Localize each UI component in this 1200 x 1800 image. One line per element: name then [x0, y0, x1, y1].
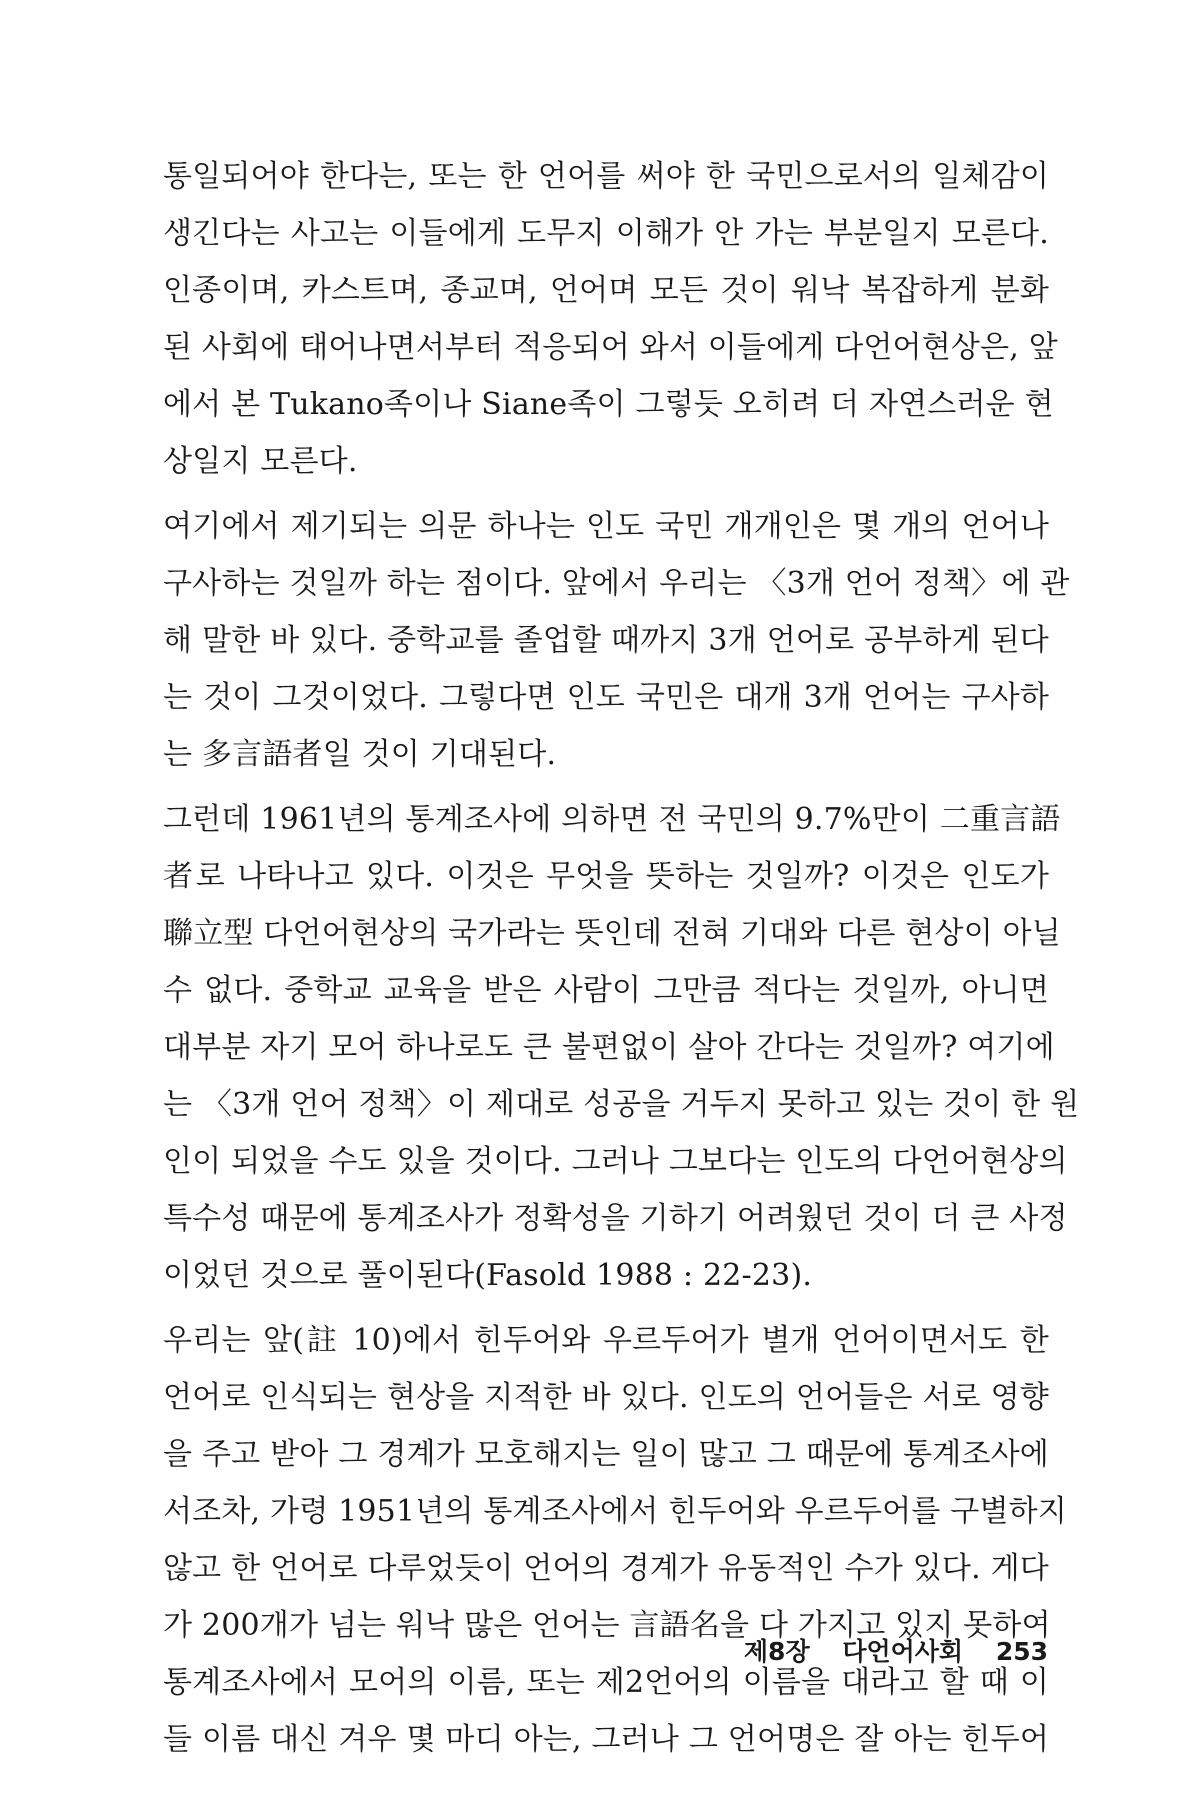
text-line: 그런데 1961년의 통계조사에 의하면 전 국민의 9.7%만이 二重言語	[163, 802, 1061, 837]
text-line: 聯立型 다언어현상의 국가라는 뜻인데 전혀 기대와 다른 현상이 아닐	[163, 916, 1061, 951]
paragraph-1	[163, 148, 1058, 490]
text-line: 는 〈3개 언어 정책〉이 제대로 성공을 거두지 못하고 있는 것이 한 원	[163, 1087, 1080, 1122]
text-line: 수 없다. 중학교 교육을 받은 사람이 그만큼 적다는 것일까, 아니면	[163, 973, 1049, 1008]
paragraph-4	[163, 1312, 1067, 1768]
text-line: 인이 되었을 수도 있을 것이다. 그러나 그보다는 인도의 다언어현상의	[163, 1144, 1068, 1179]
paragraph-3	[163, 791, 1080, 1304]
text-line: 않고 한 언어로 다루었듯이 언어의 경계가 유동적인 수가 있다. 게다	[163, 1551, 1049, 1586]
text-line: 에서 본 Tukano족이나 Siane족이 그렇듯 오히려 더 자연스러운 현	[163, 387, 1054, 422]
text-line: 서조차, 가령 1951년의 통계조사에서 힌두어와 우르두어를 구별하지	[163, 1494, 1067, 1529]
text-line: 을 주고 받아 그 경계가 모호해지는 일이 많고 그 때문에 통계조사에	[163, 1437, 1049, 1472]
page-number: 253	[995, 1637, 1048, 1666]
text-line: 생긴다는 사고는 이들에게 도무지 이해가 안 가는 부분일지 모른다.	[163, 216, 1049, 251]
text-line: 여기에서 제기되는 의문 하나는 인도 국민 개개인은 몇 개의 언어나	[163, 509, 1049, 544]
text-line: 가 200개가 넘는 워낙 많은 언어는 言語名을 다 가지고 있지 못하여	[163, 1608, 1051, 1643]
text-line: 된 사회에 태어나면서부터 적응되어 와서 이들에게 다언어현상은, 앞	[163, 330, 1058, 365]
text-line: 者로 나타나고 있다. 이것은 무엇을 뜻하는 것일까? 이것은 인도가	[163, 859, 1049, 894]
paragraph-2	[163, 498, 1070, 783]
text-line: 상일지 모른다.	[163, 444, 358, 479]
footer-chapter: 제8장	[743, 1637, 810, 1666]
text-line: 인종이며, 카스트며, 종교며, 언어며 모든 것이 워낙 복잡하게 분화	[163, 273, 1049, 308]
text-line: 언어로 인식되는 현상을 지적한 바 있다. 인도의 언어들은 서로 영향	[163, 1380, 1049, 1415]
page-footer	[744, 1632, 1048, 1672]
footer-chapter-title: 다언어사회	[842, 1637, 964, 1666]
text-line: 통일되어야 한다는, 또는 한 언어를 써야 한 국민으로서의 일체감이	[163, 159, 1049, 194]
text-line: 이었던 것으로 풀이된다(Fasold 1988 : 22-23).	[163, 1258, 813, 1293]
text-line: 구사하는 것일까 하는 점이다. 앞에서 우리는 〈3개 언어 정책〉에 관	[163, 566, 1070, 601]
text-line: 우리는 앞(註 10)에서 힌두어와 우르두어가 별개 언어이면서도 한	[163, 1323, 1049, 1358]
text-line: 는 것이 그것이었다. 그렇다면 인도 국민은 대개 3개 언어는 구사하	[163, 680, 1049, 715]
text-line: 해 말한 바 있다. 중학교를 졸업할 때까지 3개 언어로 공부하게 된다	[163, 623, 1049, 658]
body-text	[163, 148, 1080, 1768]
text-line: 는 多言語者일 것이 기대된다.	[163, 737, 557, 772]
text-line: 통계조사에서 모어의 이름, 또는 제2언어의 이름을 대라고 할 때 이	[163, 1665, 1049, 1700]
text-line: 특수성 때문에 통계조사가 정확성을 기하기 어려웠던 것이 더 큰 사정	[163, 1201, 1068, 1236]
text-line: 대부분 자기 모어 하나로도 큰 불편없이 살아 간다는 것일까? 여기에	[163, 1030, 1055, 1065]
text-line: 들 이름 대신 겨우 몇 마디 아는, 그러나 그 언어명은 잘 아는 힌두어	[163, 1722, 1049, 1757]
